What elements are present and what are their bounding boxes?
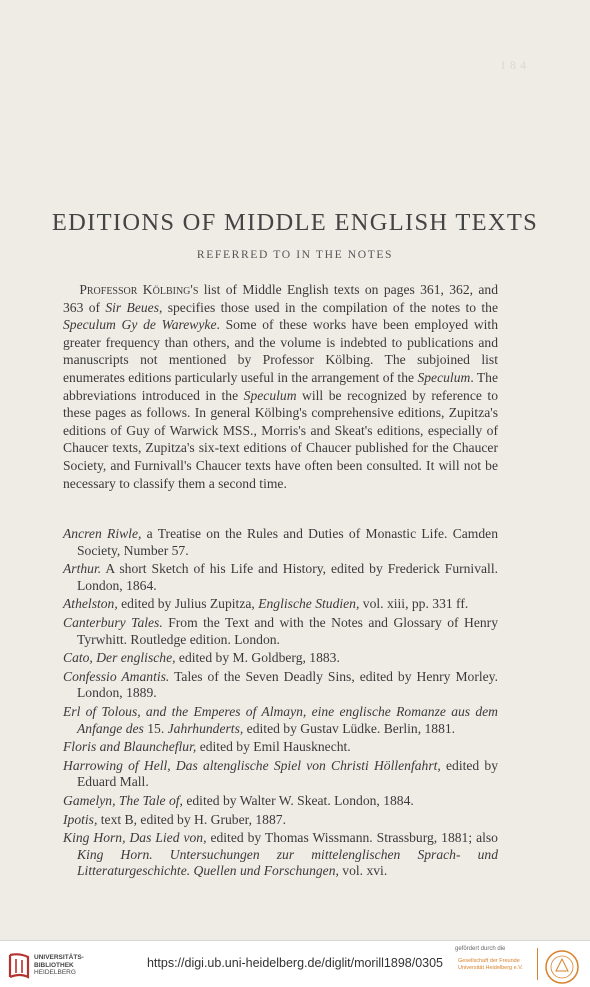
entry-text-2: vol. xiii, pp. 331 ff. xyxy=(359,596,469,612)
list-item xyxy=(63,704,498,737)
sponsor-name xyxy=(458,958,523,972)
entry-text-2: vol. xvi. xyxy=(338,863,388,879)
entry-title: Canterbury Tales. xyxy=(63,614,163,630)
entry-text: 15. xyxy=(143,720,168,736)
intro-text-2: , specifies those used in the compilation of the notes to the xyxy=(159,299,498,315)
library-name-line-2: BIBLIOTHEK xyxy=(34,961,74,969)
entry-title: Harrowing of Hell, Das altenglische Spiel von Christi Höllenfahrt, xyxy=(63,757,441,773)
entry-title: Arthur. xyxy=(63,561,102,577)
list-item xyxy=(63,758,498,791)
list-item xyxy=(63,615,498,648)
entry-text: Tales of the Seven Deadly Sins, edited by Henry Morley. London, 1889. xyxy=(77,668,498,701)
entry-title: Cato, Der englische, xyxy=(63,650,176,666)
entry-title: Confessio Amantis. xyxy=(63,668,170,684)
viewer-footer xyxy=(0,940,590,987)
entry-title: Athelston, xyxy=(63,596,118,612)
entry-text: a Treatise on the Rules and Duties of Monastic Life. Camden Society, Number 57. xyxy=(77,526,498,558)
list-item xyxy=(63,561,498,594)
entry-text: A short Sketch of his Life and History, edited by Frederick Furnivall. London, 1864. xyxy=(77,561,498,593)
list-item xyxy=(63,793,498,810)
list-item xyxy=(63,526,498,559)
entry-title: Floris and Blauncheflur, xyxy=(63,739,197,755)
list-item xyxy=(63,650,498,667)
entry-title: Ancren Riwle, xyxy=(63,526,142,541)
entry-title: Erl of Tolous, and the Emperes of Almayn, eine englische Romanze aus dem Anfange des xyxy=(63,703,498,736)
university-seal-icon xyxy=(544,949,580,985)
entry-title-2: Jahrhunderts, xyxy=(167,720,244,736)
sponsor-divider xyxy=(537,948,538,980)
editions-list xyxy=(63,526,498,882)
list-item xyxy=(63,739,498,756)
sponsor-label: gefördert durch die xyxy=(455,946,506,952)
entry-title: King Horn, Das Lied von, xyxy=(63,830,207,846)
faint-page-number: 184 xyxy=(500,58,530,72)
intro-text-4: . The abbreviations introduced in the xyxy=(63,369,498,403)
library-name-line-3: HEIDELBERG xyxy=(34,969,76,976)
entry-text: edited by Thomas Wissmann. Strassburg, 1881; also xyxy=(206,830,498,846)
intro-italic-4: Speculum xyxy=(243,387,297,403)
intro-text-5: will be recognized by reference to these pages as follows. In general Kölbing's comprehensive editions, Zupitza's editions of Guy of Warwick MSS., Morris's and Skeat's editions, especially of Chaucer texts, Zupitza's six-text editions of Chaucer published for the Chaucer Society, and Furnivall's Chaucer texts have often been consulted. It will not be necessary to classify them a second time. xyxy=(63,387,498,491)
permalink-url[interactable]: https://digi.ub.uni-heidelberg.de/diglit/morill1898/0305 xyxy=(146,956,444,970)
intro-text-1: list of Middle English texts on pages 361, 362, and 363 of xyxy=(63,282,498,315)
entry-text: From the Text and with the Notes and Glossary of Henry Tyrwhitt. Routledge edition. London. xyxy=(77,614,498,647)
intro-italic-2: Speculum Gy de Warewyke xyxy=(63,317,217,333)
intro-italic-1: Sir Beues xyxy=(105,299,159,315)
sponsor-name-line-1: Gesellschaft der Freunde xyxy=(458,958,520,964)
entry-text: text B, edited by H. Gruber, 1887. xyxy=(97,811,286,827)
entry-text: edited by Emil Hausknecht. xyxy=(196,739,351,755)
list-item xyxy=(63,669,498,702)
entry-title: Gamelyn, The Tale of, xyxy=(63,792,183,808)
list-item xyxy=(63,812,498,829)
library-name-line-1: UNIVERSITÄTS- xyxy=(34,954,84,961)
intro-paragraph xyxy=(63,281,498,492)
list-item xyxy=(63,596,498,613)
list-item xyxy=(63,830,498,880)
page-subtitle: REFERRED TO IN THE NOTES xyxy=(196,248,394,261)
entry-text: edited by M. Goldberg, 1883. xyxy=(175,650,340,666)
entry-title-2: Englische Studien, xyxy=(258,596,360,612)
entry-text: edited by Eduard Mall. xyxy=(77,757,498,790)
intro-italic-3: Speculum xyxy=(417,369,471,385)
entry-text-2: edited by Gustav Lüdke. Berlin, 1881. xyxy=(243,720,456,736)
page-title: EDITIONS OF MIDDLE ENGLISH TEXTS xyxy=(51,209,539,236)
intro-text-3: . Some of these works have been employed with greater frequency than others, and the volume is indebted to publications and manuscripts not mentioned by Professor Kölbing. The subjoined list enumerates editions particularly useful in the arrangement of the xyxy=(63,317,498,385)
entry-title-2: King Horn. Untersuchungen zur mittelenglischen Sprach- und Litteraturgeschichte. Quellen und Forschungen, xyxy=(77,846,498,879)
entry-text: edited by Walter W. Skeat. London, 1884. xyxy=(182,792,414,808)
entry-title: Ipotis, xyxy=(63,811,98,827)
intro-lead: Professor Kölbing's xyxy=(79,282,199,297)
entry-text: edited by Julius Zupitza, xyxy=(117,596,259,612)
sponsor-name-line-2: Universität Heidelberg e.V. xyxy=(458,965,523,971)
